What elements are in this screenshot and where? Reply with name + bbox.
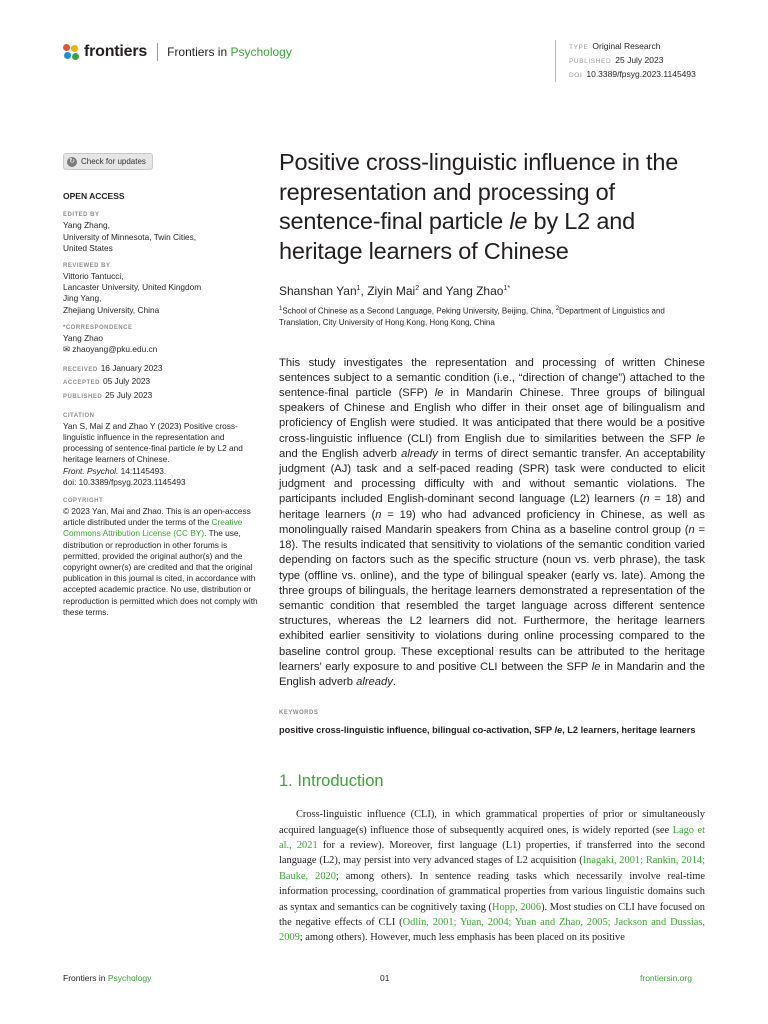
footer-journal-topic: Psychology <box>107 973 152 983</box>
journal-name <box>167 45 292 59</box>
abstract-already: already <box>401 447 438 460</box>
doi-value[interactable]: 10.3389/fpsyg.2023.1145493 <box>586 69 696 79</box>
article-main <box>279 148 705 946</box>
correspondence-label: *CORRESPONDENCE <box>63 324 133 331</box>
intro-part: for a review). Moreover, first language (L1) properties, if transferred into the second language (L2), may persist into very advanced stages of L2 acquisition ( <box>279 839 705 867</box>
abstract-part: in Mandarin and the English adverb <box>279 660 705 688</box>
author-affiliation-marker: 1* <box>503 285 511 292</box>
open-access-label: OPEN ACCESS <box>63 191 125 202</box>
copyright-text <box>63 506 263 618</box>
abstract-already: already <box>356 675 393 688</box>
frontiers-logo-icon <box>63 44 80 61</box>
license-link[interactable]: Creative Commons Attribution License (CC BY) <box>63 517 243 539</box>
abstract-part: and the English adverb <box>279 447 402 460</box>
keywords-part: , L2 learners, heritage learners <box>562 725 696 736</box>
abstract-part: in Mandarin Chinese. Three groups of bilingual speakers of Chinese and English who differ in their onset age of bilingualism and proficiency of English were studied. It was anticipated that there would be a positive cross-linguistic influence (CLI) from English due to similarities between the SFP <box>279 387 705 445</box>
type-value: Original Research <box>592 41 661 51</box>
keywords-le: le <box>554 725 563 736</box>
author-affiliation-marker: 2 <box>415 285 420 292</box>
author-name[interactable]: Ziyin Mai <box>367 284 416 298</box>
abstract-le: le <box>434 387 444 400</box>
type-label: TYPE <box>569 44 589 51</box>
affiliations <box>279 304 705 328</box>
affiliation-marker: 2 <box>555 306 560 312</box>
citation-part: 14:1145493. <box>118 465 167 476</box>
journal-prefix: Frontiers in <box>167 45 228 59</box>
abstract-le: le <box>696 432 705 445</box>
author-name[interactable]: Shanshan Yan <box>279 284 357 298</box>
check-updates-button[interactable] <box>63 153 153 170</box>
citation-label: CITATION <box>63 412 95 419</box>
editor-block <box>63 220 263 254</box>
keywords <box>279 724 705 737</box>
abstract-n: n <box>643 493 650 506</box>
journal-brand[interactable] <box>63 43 292 61</box>
published-value: 25 July 2023 <box>615 55 664 65</box>
abstract-n: n <box>688 523 695 536</box>
published-label: PUBLISHED <box>63 393 103 400</box>
received-label: RECEIVED <box>63 367 98 374</box>
editor-country: United States <box>63 242 113 253</box>
author-name[interactable]: Yang Zhao <box>445 284 504 298</box>
copyright-part: © 2023 Yan, Mai and Zhao. This is an open-access article distributed under the terms of the <box>63 506 251 528</box>
intro-part: ). Most studies on CLI have focused on the negative effects of CLI ( <box>279 901 705 928</box>
citation-part: by L2 and heritage learners of Chinese. <box>63 443 243 465</box>
affiliation-marker: 1 <box>279 306 283 312</box>
intro-part: ; among others). In sentence reading tasks which necessarily involve real-time information processing, coordination of grammatical properties from various linguistic domains such as syntax and semantics can be cognitively taxing ( <box>279 870 705 913</box>
published-date: 25 July 2023 <box>105 389 153 400</box>
citation-part: Yan S, Mai Z and Zhao Y (2023) Positive cross-linguistic influence in the representation and processing of sentence-final particle <box>63 420 238 454</box>
author-affiliation-marker: 1 <box>356 285 361 292</box>
copyright-label: COPYRIGHT <box>63 498 104 505</box>
citation-journal: Front. Psychol. <box>63 465 119 476</box>
citation-doi[interactable]: doi: 10.3389/fpsyg.2023.1145493 <box>63 476 186 487</box>
reviewer-name: Jing Yang, <box>63 293 102 304</box>
correspondence-block <box>63 333 263 355</box>
keywords-part: positive cross-linguistic influence, bilingual co-activation, SFP <box>279 725 555 736</box>
abstract-n: n <box>375 508 382 521</box>
title-part: Positive cross-linguistic influence in the representation and processing of sentence-final particle <box>279 149 679 234</box>
check-updates-label: Check for updates <box>81 157 146 166</box>
abstract-part: = 18) and heritage learners ( <box>279 493 705 521</box>
published-label: PUBLISHED <box>569 58 612 65</box>
reference-link[interactable]: Lago et al., 2021 <box>279 824 705 851</box>
logo-text: frontiers <box>84 43 148 60</box>
reviewers-block <box>63 271 263 316</box>
copyright-part: . The use, distribution or reproduction in other forums is permitted, provided the original author(s) and the copyright owner(s) are credited and that the original publication in this journal is cited, in accordance with accepted academic practice. No use, distribution or reproduction is permitted which does not comply with these terms. <box>63 528 258 617</box>
correspondence-email[interactable]: ✉ zhaoyang@pku.edu.cn <box>63 344 158 355</box>
reference-link[interactable]: Inagaki, 2001; Rankin, 2014; Bauke, 2020 <box>279 855 705 882</box>
received-date: 16 January 2023 <box>100 363 163 374</box>
brand-divider <box>157 43 158 61</box>
sidebar <box>63 152 263 618</box>
title-part: by L2 and heritage learners of Chinese <box>279 208 635 264</box>
edited-by-label: EDITED BY <box>63 212 100 219</box>
affiliation: Department of Linguistics and Translation, City University of Hong Kong, Hong Kong, China <box>279 306 665 327</box>
intro-part: Cross-linguistic influence (CLI), in which grammatical properties of prior or simultaneously acquired language(s) influence those of subsequently acquired ones, is widely reported (see <box>279 809 705 836</box>
page-number: 01 <box>380 973 390 983</box>
abstract-le: le <box>591 660 601 673</box>
reference-link[interactable]: Odlin, 2001; Yuan, 2004; Yuan and Zhao, 2005; Jackson and Dussias, 2009 <box>279 916 705 944</box>
article-title <box>279 148 705 266</box>
keywords-label: KEYWORDS <box>279 710 319 717</box>
footer-site-link[interactable]: frontiersin.org <box>640 973 692 983</box>
citation-text <box>63 421 263 488</box>
dates-block <box>63 363 263 403</box>
intro-part: ; among others). However, much less emphasis has been placed on its positive <box>299 932 625 944</box>
abstract-part: in terms of direct semantic transfer. An acceptability judgment (AJ) task and a self-paced reading (SPR) task were conducted to elicit judgment and processing difficulty with and without semantic violations. The participants included English-dominant second language (L2) learners ( <box>279 447 705 506</box>
journal-topic: Psychology <box>230 45 292 59</box>
correspondence-name: Yang Zhao <box>63 332 103 343</box>
refresh-icon: ↻ <box>67 157 77 167</box>
abstract-part: = 19) who had advanced proficiency in Chinese, as well as monolingually raised Mandarin speakers from China as a baseline control group ( <box>279 508 705 536</box>
reviewed-by-label: REVIEWED BY <box>63 263 111 270</box>
reviewer-affiliation: Zhejiang University, China <box>63 304 160 315</box>
section-heading-introduction: 1. Introduction <box>279 772 384 791</box>
accepted-label: ACCEPTED <box>63 380 101 387</box>
abstract-part: = 18). The results indicated that sensitivity to violations of the semantic condition varied depending on factors such as the specific structure (noun vs. verb phrase), the task type (offline vs. online), and the type of bilingual speaker (early vs. late). Among the three groups of bilinguals, the heritage learners demonstrated a representation of the semantic condition that resembled the target language across different sentence structures, whereas the L2 learners did not. Furthermore, the heritage learners exhibited earlier sensitivity to violations during online processing compared to the baseline control group. These exceptional results can be attributed to the heritage learners’ early exposure to and positive CLI between the SFP <box>279 523 705 673</box>
accepted-date: 05 July 2023 <box>103 376 151 387</box>
editor-name: Yang Zhang, <box>63 220 110 231</box>
footer-journal-prefix: Frontiers in <box>63 973 108 983</box>
abstract <box>279 356 705 690</box>
article-meta <box>555 40 696 82</box>
author-list: Shanshan Yan$^1$, Ziyin Mai$^2$ and Yang Zhao$^{1*}$ <box>279 284 511 298</box>
title-le: le <box>509 208 528 234</box>
footer-journal <box>63 973 151 983</box>
editor-affiliation: University of Minnesota, Twin Cities, <box>63 231 197 242</box>
reviewer-name: Vittorio Tantucci, <box>63 271 124 282</box>
abstract-part: This study investigates the representation and processing of written Chinese sentences subject to a semantic condition (i.e., “direction of change”) attached to the sentence-final particle (SFP) <box>279 356 705 400</box>
abstract-part: . <box>392 675 396 688</box>
reviewer-affiliation: Lancaster University, United Kingdom <box>63 282 202 293</box>
affiliation: School of Chinese as a Second Language, Peking University, Beijing, China, <box>282 306 556 316</box>
introduction-text <box>279 807 705 946</box>
reference-link[interactable]: Hopp, 2006 <box>491 901 542 913</box>
author-conjunction: and <box>419 284 446 298</box>
doi-label: DOI <box>569 72 583 79</box>
citation-le: le <box>197 443 205 454</box>
